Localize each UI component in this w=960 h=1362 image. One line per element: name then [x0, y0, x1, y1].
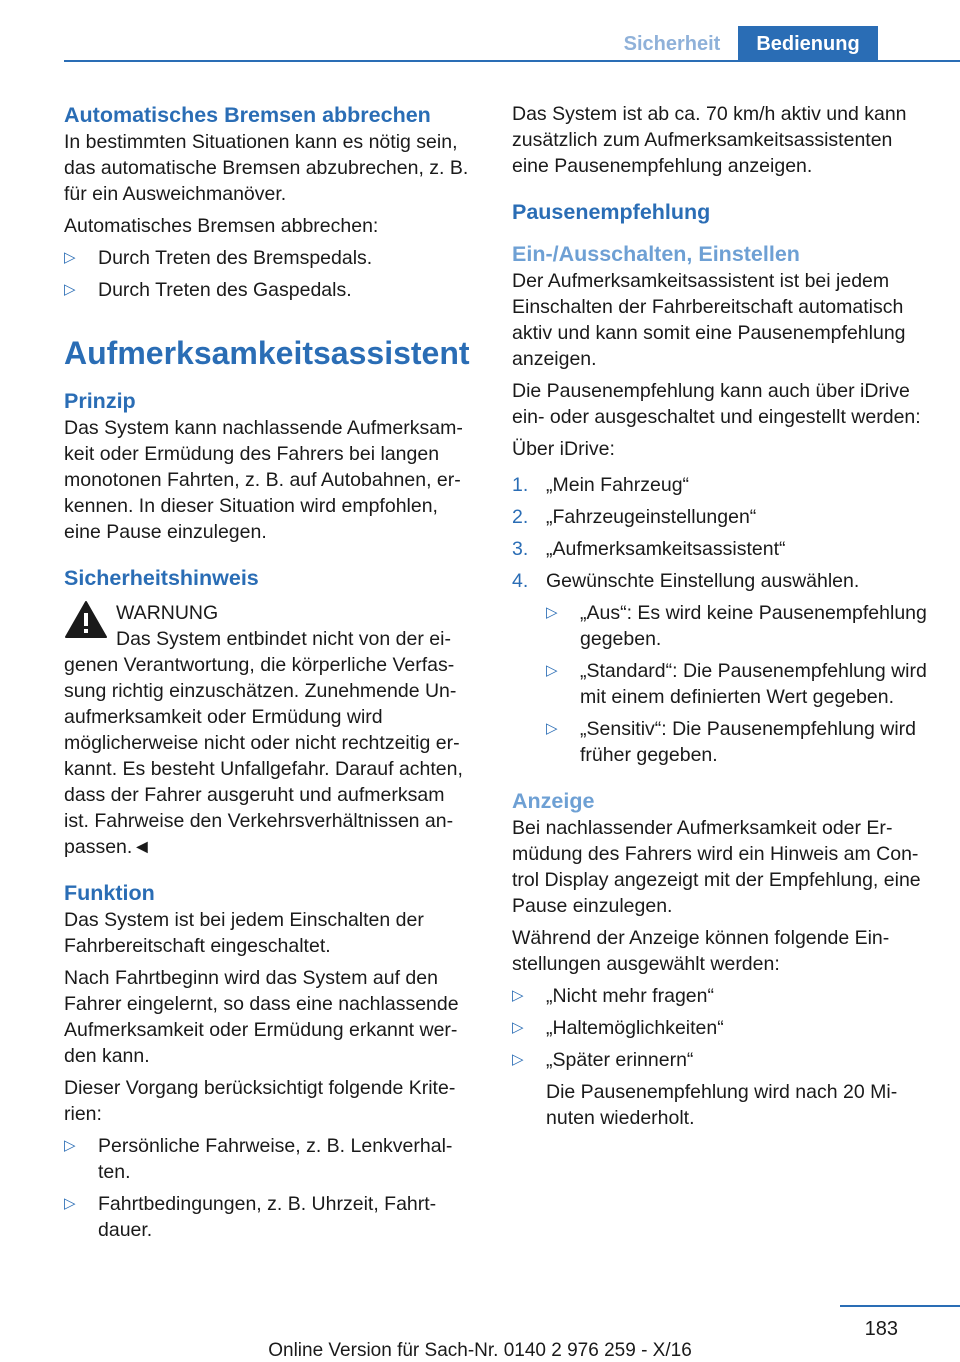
- paragraph: Bei nachlassender Aufmerksamkeit oder Ermüdung des Fahrers wird ein Hinweis am Control Display angezeigt mit der Empfehlung, eine Pause einzulegen.: [512, 817, 921, 917]
- triangle-bullet-icon: ▷: [546, 604, 558, 621]
- list-item-note: Die Pausenempfehlung wird nach 20 Minuten wiederholt.: [546, 1081, 898, 1129]
- paragraph: Das System ist bei jedem Einschalten der Fahrbereitschaft eingeschaltet.: [64, 909, 424, 957]
- triangle-bullet-icon: ▷: [64, 249, 76, 266]
- subsection-title-einstellen: Ein-/Ausschalten, Einstellen: [512, 242, 800, 266]
- list-item: ▷ Durch Treten des Bremspedals.: [64, 247, 373, 269]
- bullet-list: [64, 245, 474, 303]
- triangle-bullet-icon: ▷: [546, 720, 558, 737]
- section-title-bremsen: Automatisches Bremsen abbrechen: [64, 103, 431, 127]
- step-item: 2. „Fahrzeugeinstellungen“: [512, 506, 757, 528]
- section-title-funktion: Funktion: [64, 881, 155, 905]
- paragraph: Über iDrive:: [512, 438, 615, 460]
- triangle-bullet-icon: ▷: [64, 281, 76, 298]
- subsection-title-anzeige: Anzeige: [512, 789, 595, 813]
- paragraph: Dieser Vorgang berücksichtigt folgende Kriterien:: [64, 1077, 456, 1125]
- paragraph: Der Aufmerksamkeitsassistent ist bei jedem Einschalten der Fahrbereitschaft automatisch aktiv und kann somit eine Pausenempfehlung anzeigen.: [512, 270, 906, 370]
- triangle-bullet-icon: ▷: [546, 662, 558, 679]
- chapter-title: Aufmerksamkeitsassistent: [64, 335, 470, 371]
- tab-bedienung[interactable]: Bedienung: [738, 26, 878, 62]
- bullet-list: [64, 1133, 474, 1243]
- page-number: 183: [864, 1318, 898, 1340]
- list-item: ▷ „Später erinnern“ Die Pausenempfehlung wird nach 20 Minuten wiederholt.: [512, 1047, 932, 1131]
- list-item: ▷ Persönliche Fahrweise, z. B. Lenkverhalten.: [64, 1135, 453, 1183]
- sub-list-item: ▷ „Standard“: Die Pausenempfehlung wird mit einem definierten Wert gegeben.: [546, 660, 927, 708]
- warning-icon: [64, 600, 108, 640]
- sub-list: [546, 600, 932, 768]
- numbered-list: [512, 472, 932, 768]
- warning-text: Das System entbindet nicht von der eigenen Verantwortung, die körperliche Verfassung richtig einzuschätzen. Zunehmende Unaufmerksamkeit oder Ermüdung wird möglicherweise nicht oder nicht rechtzeitig erkannt. Es besteht Unfallgefahr. Darauf achten, dass der Fahrer ausgeruht und aufmerksam ist. Fahrweise den Verkehrsverhältnissen anpassen.◄: [64, 628, 463, 858]
- triangle-bullet-icon: ▷: [512, 1051, 524, 1068]
- list-item: ▷ „Nicht mehr fragen“: [512, 985, 714, 1007]
- triangle-bullet-icon: ▷: [512, 1019, 524, 1036]
- warning-box: [64, 600, 474, 652]
- page-number-rule: [840, 1305, 960, 1307]
- paragraph: Das System kann nachlassende Aufmerksamkeit oder Ermüdung des Fahrers bei langen monotonen Fahrten, z. B. auf Autobahnen, erkennen. In dieser Situation wird empfohlen, eine Pause einzulegen.: [64, 417, 463, 543]
- paragraph: Automatisches Bremsen abbrechen:: [64, 215, 379, 237]
- left-column: [64, 101, 474, 1249]
- section-title-sicherheitshinweis: Sicherheitshinweis: [64, 566, 259, 590]
- paragraph: Das System ist ab ca. 70 km/h aktiv und kann zusätzlich zum Aufmerksamkeitsassistenten eine Pausenempfehlung anzeigen.: [512, 103, 907, 177]
- list-item: ▷ Durch Treten des Gaspedals.: [64, 279, 352, 301]
- list-item: ▷ Fahrtbedingungen, z. B. Uhrzeit, Fahrtdauer.: [64, 1193, 437, 1241]
- step-item: 3. „Aufmerksamkeitsassistent“: [512, 538, 786, 560]
- paragraph: Während der Anzeige können folgende Einstellungen ausgewählt werden:: [512, 927, 890, 975]
- paragraph: In bestimmten Situationen kann es nötig sein, das automatische Bremsen abzubrechen, z. B. für ein Ausweichmanöver.: [64, 131, 469, 205]
- header-rule: [64, 60, 960, 62]
- paragraph: Die Pausenempfehlung kann auch über iDrive ein- oder ausgeschaltet und eingestellt werden:: [512, 380, 921, 428]
- triangle-bullet-icon: ▷: [512, 987, 524, 1004]
- triangle-bullet-icon: ▷: [64, 1137, 76, 1154]
- warning-label: WARNUNG: [116, 602, 219, 624]
- step-item: 1. „Mein Fahrzeug“: [512, 474, 690, 496]
- step-item: 4. Gewünschte Einstellung auswählen. ▷ „Aus“: Es wird keine Pausenempfehlung gegeben. ▷ „Standard“: Die Pausenempfehlung wird mit einem definierten Wert gegeben. ▷ „Sensitiv“: Die Pausenempfehlung wird früher gegeben.: [512, 568, 932, 768]
- section-title-prinzip: Prinzip: [64, 389, 136, 413]
- paragraph: Nach Fahrtbeginn wird das System auf den Fahrer eingelernt, so dass eine nachlassende Aufmerksamkeit oder Ermüdung erkannt werden kann.: [64, 967, 459, 1067]
- triangle-bullet-icon: ▷: [64, 1195, 76, 1212]
- tab-sicherheit[interactable]: Sicherheit: [623, 33, 721, 55]
- sub-list-item: ▷ „Aus“: Es wird keine Pausenempfehlung gegeben.: [546, 602, 927, 650]
- right-column: [512, 101, 932, 1137]
- sub-list-item: ▷ „Sensitiv“: Die Pausenempfehlung wird früher gegeben.: [546, 718, 916, 766]
- list-item: ▷ „Haltemöglichkeiten“: [512, 1017, 724, 1039]
- bullet-list: [512, 983, 932, 1131]
- section-title-pausenempfehlung: Pausenempfehlung: [512, 200, 711, 224]
- footer-text: Online Version für Sach-Nr. 0140 2 976 259 - X/16: [268, 1340, 692, 1361]
